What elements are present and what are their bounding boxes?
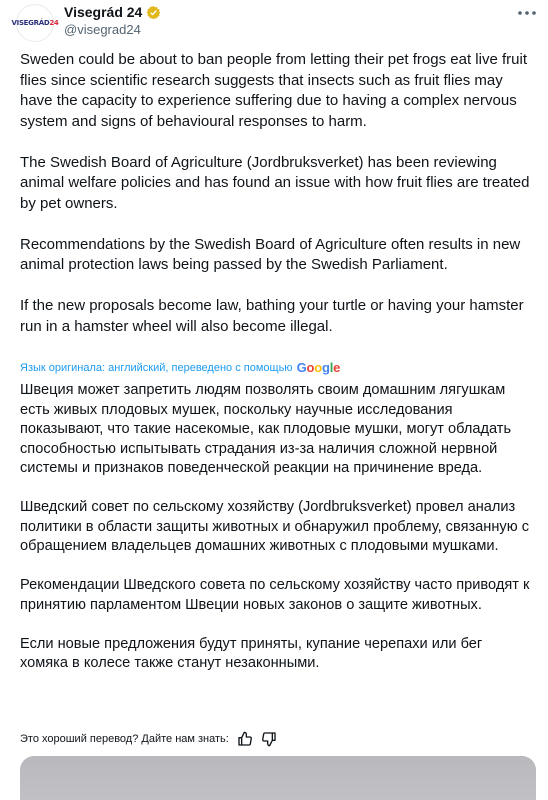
more-options-icon[interactable]: [516, 4, 538, 22]
translated-paragraph: Если новые предложения будут приняты, купание черепахи или бег хомяка в колесе также станут незаконными.: [20, 635, 483, 671]
translated-paragraph: Швеция может запретить людям позволять своим домашним лягушкам есть живых плодовых мушек, поскольку научные исследования показывают, что такие насекомые, как плодовые мушки, могут обладать способностью испытывать страдания из-за наличия сложной нервной системы и признаков поведенческой реакции на причинение вреда.: [20, 382, 512, 476]
tweet-header: [0, 0, 548, 50]
user-handle[interactable]: @visegrad24: [64, 22, 141, 37]
tweet-paragraph: The Swedish Board of Agriculture (Jordbruksverket) has been reviewing animal welfare policies and has found an issue with how fruit flies are treated by pet owners.: [20, 153, 530, 212]
translation-feedback: [20, 731, 277, 747]
thumbs-down-icon[interactable]: [261, 731, 277, 747]
translation-attribution[interactable]: [20, 360, 340, 375]
thumbs-up-icon[interactable]: [237, 731, 253, 747]
feedback-question: Это хороший перевод? Дайте нам знать:: [20, 733, 229, 745]
author-name-row: [64, 4, 161, 20]
avatar-logo-text: VISEGRÁD24: [11, 19, 59, 27]
translation-label[interactable]: Язык оригинала: английский, переведено с помощью: [20, 361, 293, 374]
translated-text: [20, 381, 532, 674]
attached-media-image[interactable]: [20, 756, 536, 800]
translated-paragraph: Рекомендации Шведского совета по сельскому хозяйству часто приводят к принятию парламентом Швеции новых законов о защите животных.: [20, 577, 530, 613]
tweet-paragraph: Sweden could be about to ban people from letting their pet frogs eat live fruit flies since scientific research suggests that insects such as fruit flies may have the capacity to experience suffering due to having a complex nervous system and signs of behavioural responses to harm.: [20, 51, 527, 130]
display-name[interactable]: Visegrád 24: [64, 4, 143, 20]
google-logo: Google: [296, 360, 341, 375]
tweet-paragraph: If the new proposals become law, bathing your turtle or having your hamster run in a hamster wheel will also become illegal.: [20, 297, 524, 335]
avatar[interactable]: [11, 4, 59, 42]
verified-badge-icon: [146, 5, 161, 20]
tweet-paragraph: Recommendations by the Swedish Board of Agriculture often results in new animal protection laws being passed by the Swedish Parliament.: [20, 235, 521, 273]
tweet-text: [20, 50, 532, 337]
translated-paragraph: Шведский совет по сельскому хозяйству (Jordbruksverket) провел анализ политики в области защиты животных и обнаружил проблему, связанную с обращением владельцев домашних животных с плодовыми мушками.: [20, 499, 529, 554]
